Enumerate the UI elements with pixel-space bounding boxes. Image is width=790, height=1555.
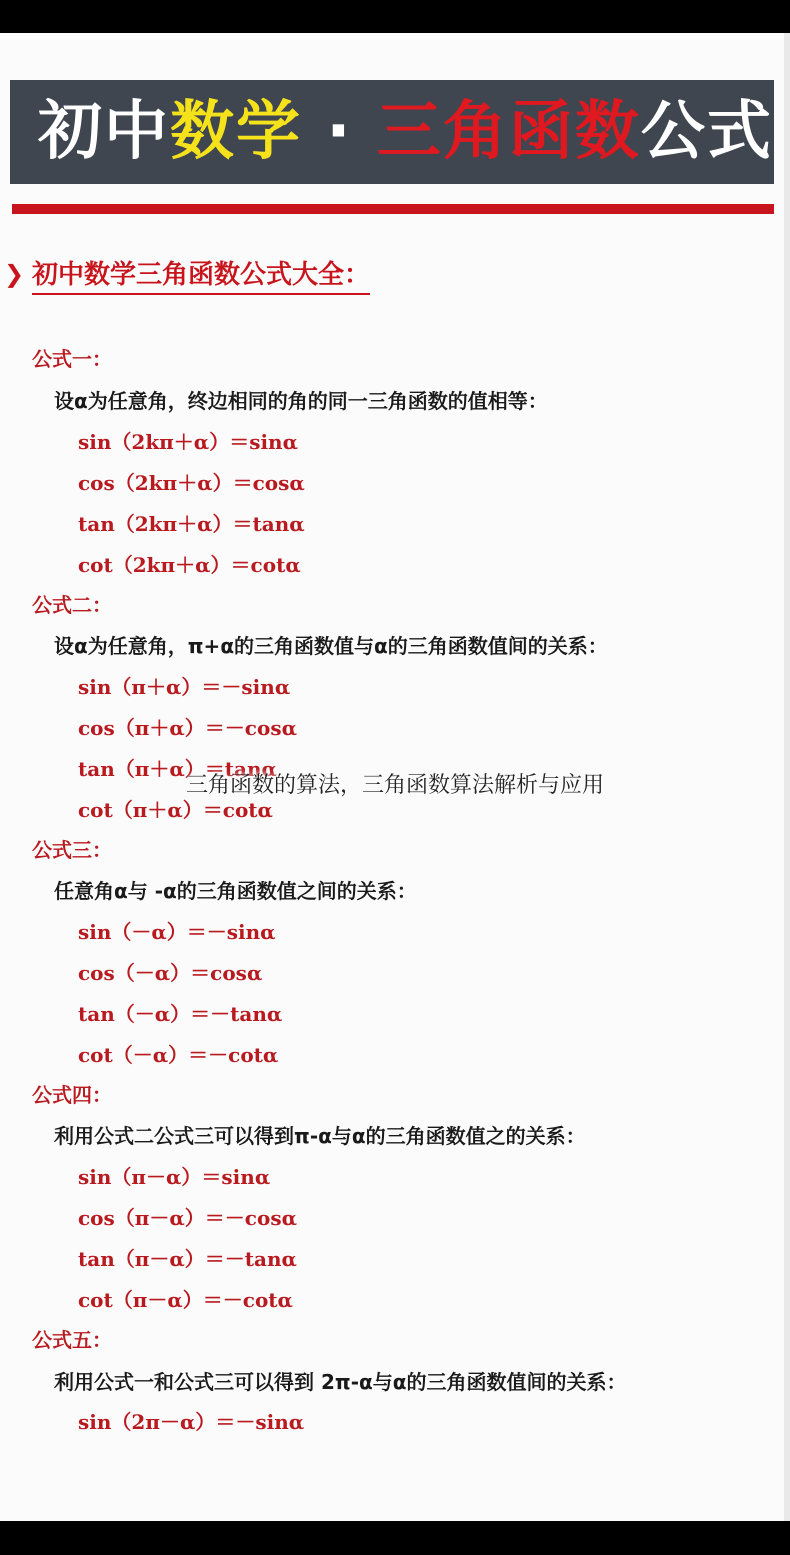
section-label: 公式三： <box>32 838 112 862</box>
formula: cos（2kπ＋α）＝cosα <box>78 471 305 495</box>
section-description: 利用公式二公式三可以得到π-α与α的三角函数值之的关系： <box>54 1124 586 1148</box>
title-banner <box>10 80 774 184</box>
banner-title-part: 初中 <box>38 95 170 169</box>
section-description: 任意角α与 -α的三角函数值之间的关系： <box>54 879 417 903</box>
formula: sin（π－α）＝sinα <box>78 1165 271 1189</box>
section-label: 公式二： <box>32 593 112 617</box>
formula: tan（－α）＝－tanα <box>78 1002 283 1026</box>
heading-text: 初中数学三角函数公式大全： <box>32 254 370 295</box>
section-label: 公式五： <box>32 1328 112 1352</box>
banner-title-part: 三角函数 <box>376 95 641 169</box>
banner-title-part: · <box>302 95 377 169</box>
formula: sin（2π－α）＝－sinα <box>78 1410 305 1434</box>
section-heading <box>0 254 370 294</box>
chevron-right-icon: ❯ <box>3 260 25 288</box>
formula: tan（2kπ＋α）＝tanα <box>78 512 305 536</box>
banner-title-part: 数学 <box>170 95 302 169</box>
formula: cot（π＋α）＝cotα <box>78 798 273 822</box>
formula: sin（－α）＝－sinα <box>78 920 276 944</box>
section-description: 利用公式一和公式三可以得到 2π-α与α的三角函数值间的关系： <box>54 1370 627 1394</box>
formula: sin（2kπ＋α）＝sinα <box>78 430 298 454</box>
section-label: 公式四： <box>32 1083 112 1107</box>
red-divider <box>12 204 774 214</box>
section-description: 设α为任意角，终边相同的角的同一三角函数的值相等： <box>54 389 548 413</box>
formula: cot（2kπ＋α）＝cotα <box>78 553 301 577</box>
section-label: 公式一： <box>32 347 112 371</box>
section-description: 设α为任意角，π+α的三角函数值与α的三角函数值间的关系： <box>54 634 608 658</box>
formula: tan（π－α）＝－tanα <box>78 1247 297 1271</box>
formula: sin（π＋α）＝－sinα <box>78 675 291 699</box>
formula: tan（π＋α）＝tanα <box>78 757 277 781</box>
banner-title-part: 公式 <box>640 95 773 169</box>
banner-title <box>38 95 773 169</box>
formula: cos（－α）＝cosα <box>78 961 263 985</box>
overlay-caption: 三角函数的算法，三角函数算法解析与应用 <box>185 773 604 798</box>
formula: cos（π－α）＝－cosα <box>78 1206 297 1230</box>
formula: cot（－α）＝－cotα <box>78 1043 279 1067</box>
formula: cot（π－α）＝－cotα <box>78 1288 293 1312</box>
formula: cos（π＋α）＝－cosα <box>78 716 297 740</box>
